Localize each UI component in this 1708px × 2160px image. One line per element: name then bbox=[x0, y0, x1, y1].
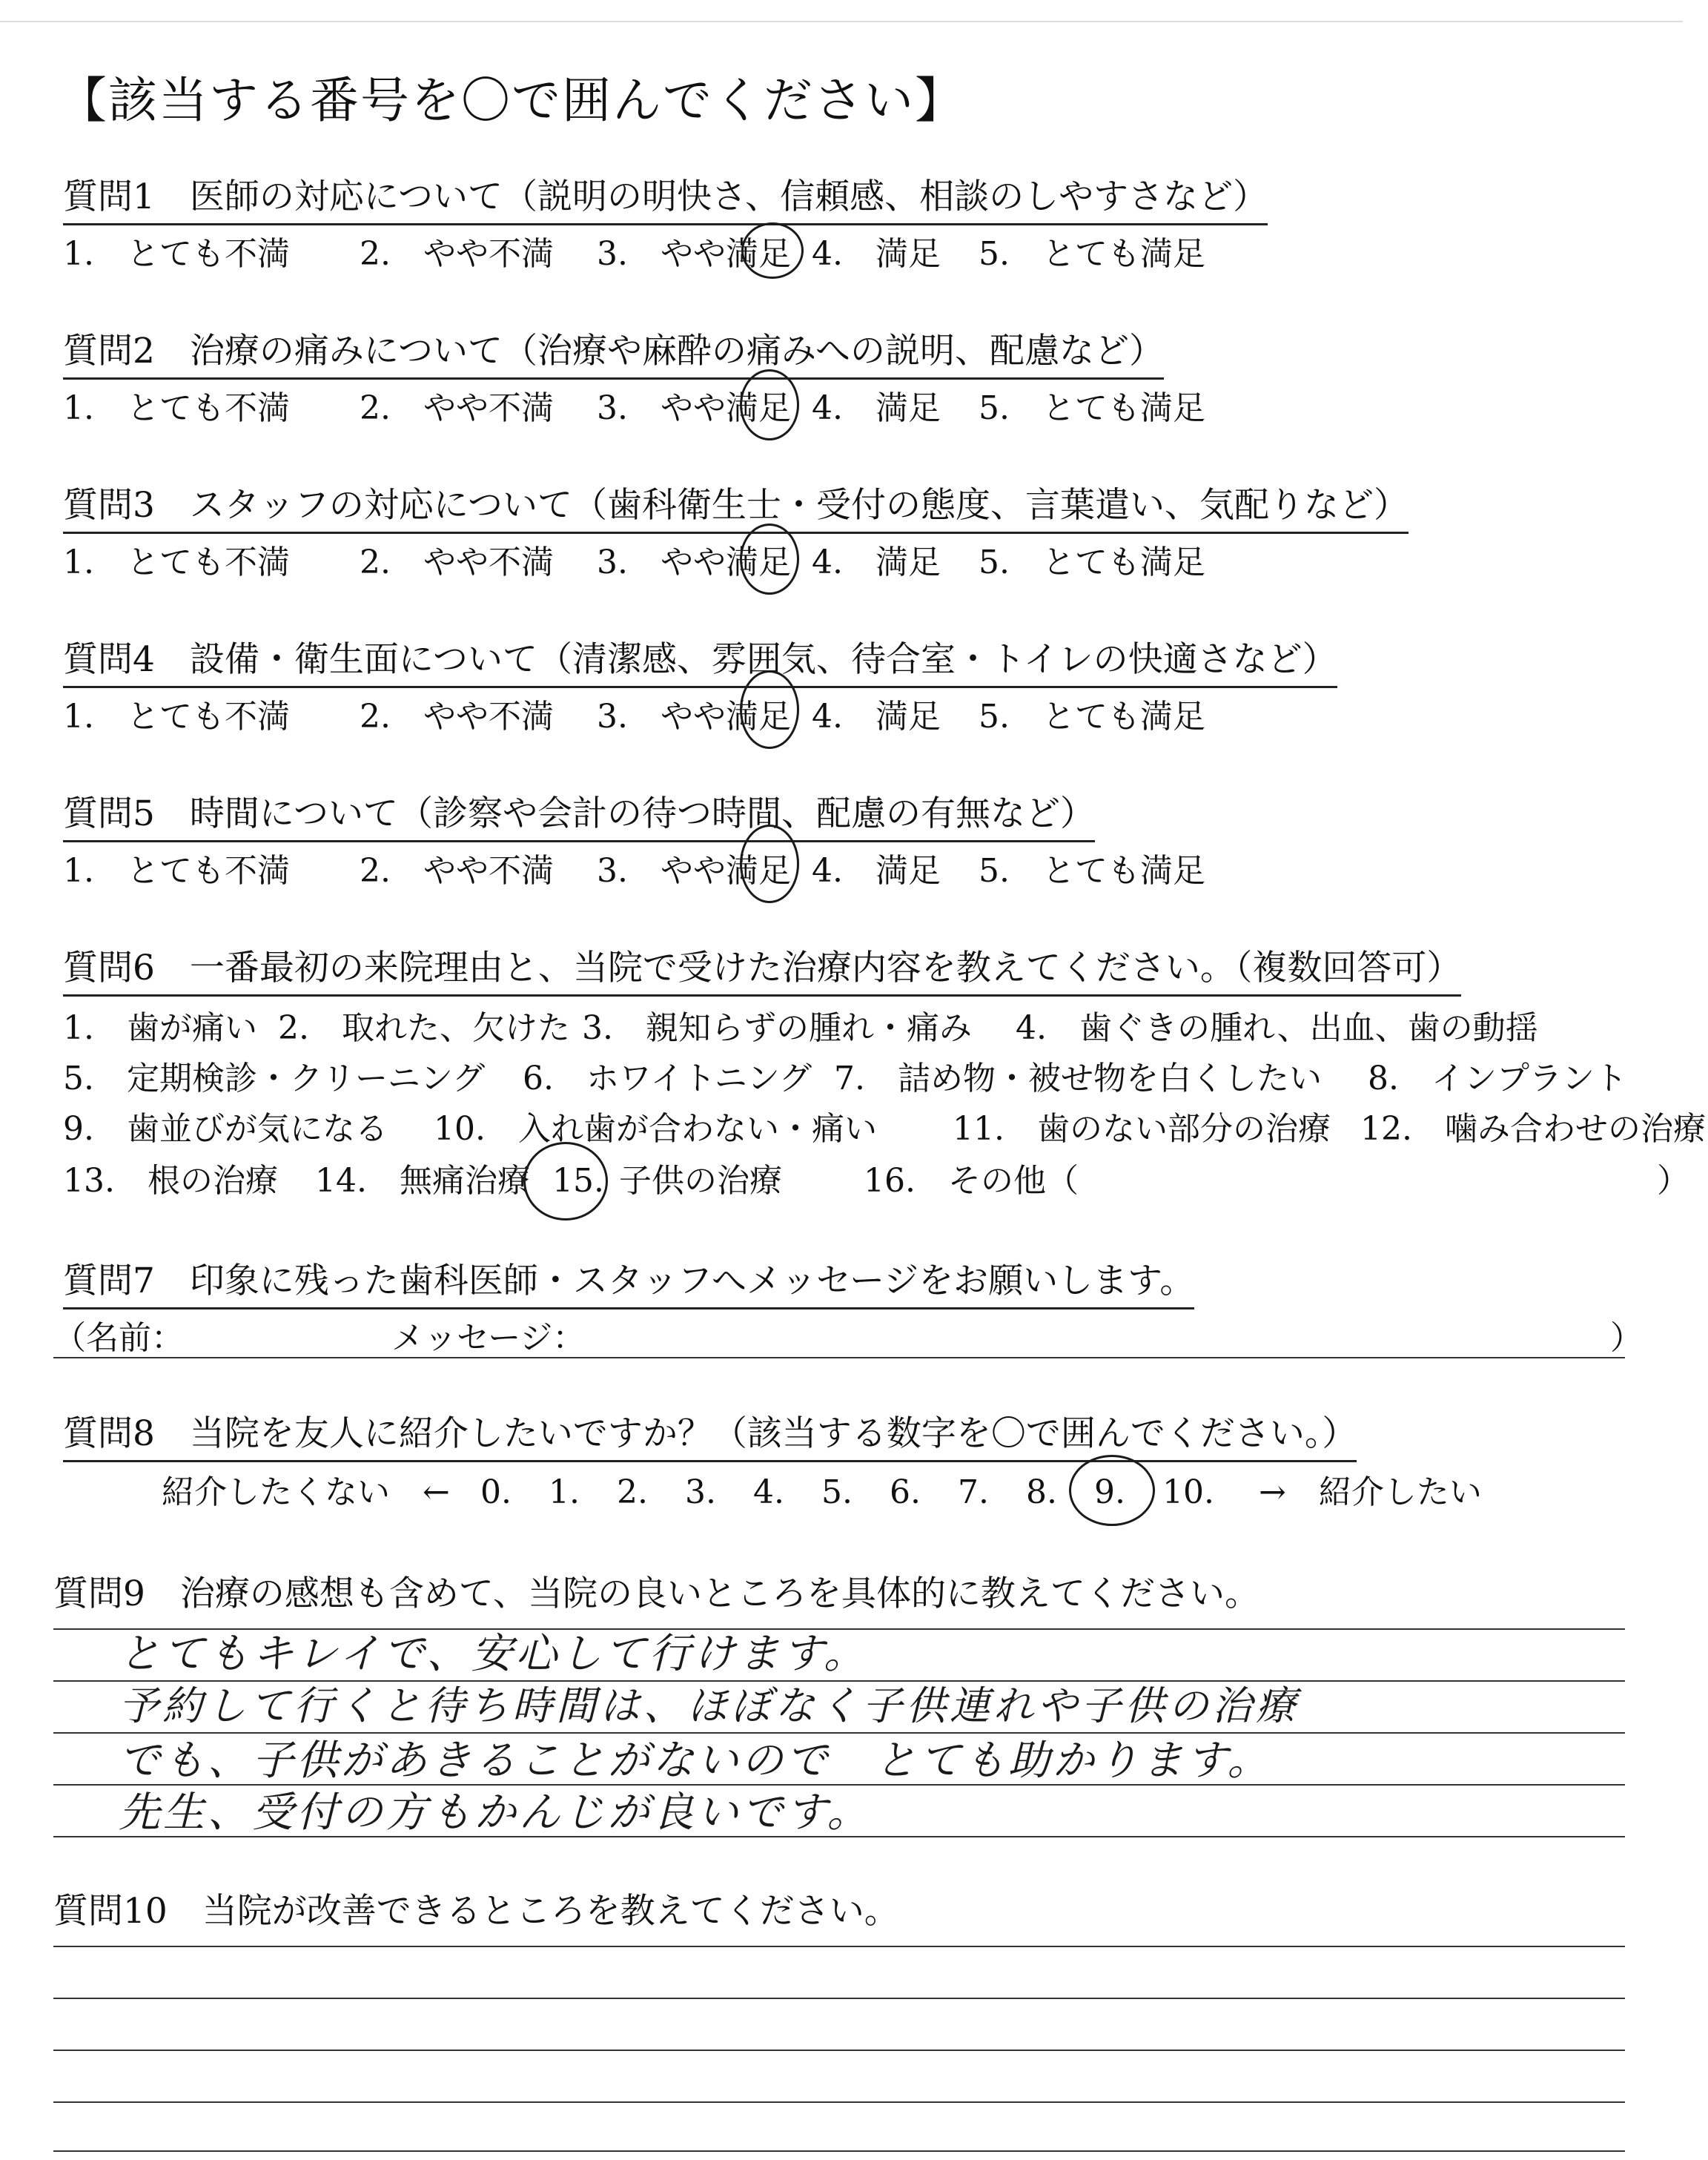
q1-option-2[interactable]: 2. やや不満 bbox=[360, 235, 554, 273]
q4-option-5[interactable]: 5. とても満足 bbox=[979, 698, 1205, 736]
question-4 bbox=[63, 632, 1337, 688]
question-8-text: 当院を友人に紹介したいですか？（該当する数字を〇で囲んでください。） bbox=[189, 1413, 1357, 1454]
q4-option-2[interactable]: 2. やや不満 bbox=[360, 698, 554, 736]
q6-option-3[interactable]: 3. 親知らずの腫れ・痛み bbox=[582, 1009, 972, 1047]
q8-right-label: → 紹介したい bbox=[1259, 1473, 1482, 1511]
q2-option-3[interactable]: 3. やや満足 bbox=[597, 389, 791, 427]
question-3-options bbox=[63, 535, 1205, 583]
question-1 bbox=[63, 169, 1268, 225]
q3-option-5[interactable]: 5. とても満足 bbox=[979, 544, 1205, 581]
q8-selection-circle bbox=[1069, 1455, 1155, 1526]
question-8 bbox=[63, 1406, 1357, 1462]
q3-option-1[interactable]: 1. とても不満 bbox=[63, 544, 290, 581]
q1-selection-circle bbox=[741, 222, 804, 279]
question-4-label: 質問4 bbox=[63, 639, 155, 680]
q2-selection-circle bbox=[740, 369, 799, 440]
q4-option-3[interactable]: 3. やや満足 bbox=[597, 698, 791, 736]
q5-option-3[interactable]: 3. やや満足 bbox=[597, 852, 791, 890]
q6-row-3 bbox=[63, 1102, 1706, 1149]
q1-option-3[interactable]: 3. やや満足 bbox=[597, 235, 791, 273]
q7-answer-line[interactable] bbox=[53, 1357, 1625, 1358]
q2-option-5[interactable]: 5. とても満足 bbox=[979, 389, 1205, 427]
q9-answer-line-1: とてもキレイで、安心して行けます。 bbox=[119, 1630, 869, 1678]
question-1-text: 医師の対応について（説明の明快さ、信頼感、相談のしやすさなど） bbox=[189, 176, 1268, 217]
q1-option-1[interactable]: 1. とても不満 bbox=[63, 235, 290, 273]
question-9-label: 質問9 bbox=[53, 1573, 145, 1614]
page-heading: 【該当する番号を〇で囲んでください】 bbox=[58, 72, 965, 129]
q6-option-9[interactable]: 9. 歯並びが気になる bbox=[63, 1110, 388, 1148]
q6-option-8[interactable]: 8. インプラント bbox=[1368, 1060, 1627, 1097]
q6-option-10[interactable]: 10. 入れ歯が合わない・痛い bbox=[434, 1110, 877, 1148]
q6-option-4[interactable]: 4. 歯ぐきの腫れ、出血、歯の動揺 bbox=[1016, 1009, 1538, 1047]
q6-option-2[interactable]: 2. 取れた、欠けた bbox=[278, 1009, 570, 1047]
q5-option-2[interactable]: 2. やや不満 bbox=[360, 852, 554, 890]
q6-option-12[interactable]: 12. 噛み合わせの治療 bbox=[1360, 1110, 1706, 1148]
q6-option-13[interactable]: 13. 根の治療 bbox=[63, 1162, 278, 1200]
question-5 bbox=[63, 786, 1095, 842]
question-2-label: 質問2 bbox=[63, 331, 155, 371]
q3-option-2[interactable]: 2. やや不満 bbox=[360, 544, 554, 581]
q8-score-3[interactable]: 3. bbox=[685, 1473, 716, 1511]
q10-line-2[interactable] bbox=[53, 1998, 1625, 1999]
q6-option-15-text: 子供の治療 bbox=[619, 1162, 782, 1200]
q5-option-4[interactable]: 4. 満足 bbox=[812, 852, 941, 890]
question-1-options bbox=[63, 227, 1205, 274]
q1-option-5[interactable]: 5. とても満足 bbox=[979, 235, 1205, 273]
q6-row-2 bbox=[63, 1051, 1627, 1099]
question-8-label: 質問8 bbox=[63, 1413, 155, 1454]
q6-row-4 bbox=[63, 1154, 1689, 1201]
q8-scale bbox=[162, 1465, 1482, 1513]
q8-score-0[interactable]: 0. bbox=[480, 1473, 512, 1511]
q4-selection-circle bbox=[740, 670, 799, 749]
q8-score-5[interactable]: 5. bbox=[821, 1473, 853, 1511]
q8-score-9[interactable]: 9. bbox=[1094, 1473, 1125, 1511]
q4-option-1[interactable]: 1. とても不満 bbox=[63, 698, 290, 736]
q5-option-5[interactable]: 5. とても満足 bbox=[979, 852, 1205, 890]
question-9 bbox=[53, 1566, 1260, 1616]
q4-option-4[interactable]: 4. 満足 bbox=[812, 698, 941, 736]
question-4-options bbox=[63, 690, 1205, 737]
q8-score-4[interactable]: 4. bbox=[753, 1473, 784, 1511]
q6-option-16[interactable]: 16. その他（ bbox=[864, 1162, 1079, 1200]
q5-option-1[interactable]: 1. とても不満 bbox=[63, 852, 290, 890]
q3-option-4[interactable]: 4. 満足 bbox=[812, 544, 941, 581]
q6-option-14[interactable]: 14. 無痛治療 bbox=[315, 1162, 530, 1200]
q3-selection-circle bbox=[740, 524, 799, 595]
q8-score-7[interactable]: 7. bbox=[958, 1473, 989, 1511]
q7-close-paren: ） bbox=[1610, 1319, 1643, 1357]
q6-option-6[interactable]: 6. ホワイトニング bbox=[523, 1060, 812, 1097]
q10-line-3[interactable] bbox=[53, 2050, 1625, 2051]
q6-selection-circle bbox=[523, 1142, 608, 1221]
question-3-label: 質問3 bbox=[63, 485, 155, 526]
question-10-label: 質問10 bbox=[53, 1891, 168, 1932]
scan-edge-line bbox=[0, 21, 1683, 22]
q10-line-5[interactable] bbox=[53, 2150, 1625, 2152]
q9-answer-line-4: 先生、受付の方もかんじが良いです。 bbox=[119, 1789, 872, 1837]
question-5-label: 質問5 bbox=[63, 793, 155, 834]
q7-message-label: メッセージ： bbox=[391, 1319, 586, 1357]
q8-score-2[interactable]: 2. bbox=[617, 1473, 648, 1511]
q8-score-6[interactable]: 6. bbox=[890, 1473, 921, 1511]
question-7-text: 印象に残った歯科医師・スタッフへメッセージをお願いします。 bbox=[189, 1261, 1195, 1301]
question-6 bbox=[63, 940, 1461, 997]
q8-score-8[interactable]: 8. bbox=[1026, 1473, 1057, 1511]
q6-option-5[interactable]: 5. 定期検診・クリーニング bbox=[63, 1060, 486, 1097]
q9-answer-line-2: 予約して行くと待ち時間は、ほぼなく子供連れや子供の治療 bbox=[119, 1682, 1300, 1729]
q10-line-1[interactable] bbox=[53, 1946, 1625, 1947]
question-7 bbox=[63, 1253, 1194, 1309]
q3-option-3[interactable]: 3. やや満足 bbox=[597, 544, 791, 581]
q6-option-11[interactable]: 11. 歯のない部分の治療 bbox=[953, 1110, 1331, 1148]
question-2 bbox=[63, 323, 1164, 380]
q2-option-1[interactable]: 1. とても不満 bbox=[63, 389, 290, 427]
q6-row-1 bbox=[63, 1001, 1538, 1048]
question-5-text: 時間について（診察や会計の待つ時間、配慮の有無など） bbox=[189, 793, 1095, 834]
q6-option-1[interactable]: 1. 歯が痛い bbox=[63, 1009, 257, 1047]
q6-option-16-close: ） bbox=[1657, 1162, 1689, 1200]
q7-name-label: （名前： bbox=[53, 1319, 184, 1357]
question-2-options bbox=[63, 381, 1205, 429]
q8-left-label: 紹介したくない ← bbox=[162, 1473, 450, 1511]
q1-option-4[interactable]: 4. 満足 bbox=[812, 235, 941, 273]
question-5-options bbox=[63, 844, 1205, 891]
question-4-text: 設備・衛生面について（清潔感、雰囲気、待合室・トイレの快適さなど） bbox=[189, 639, 1337, 680]
question-9-text: 治療の感想も含めて、当院の良いところを具体的に教えてください。 bbox=[179, 1573, 1260, 1614]
question-6-text: 一番最初の来院理由と、当院で受けた治療内容を教えてください。（複数回答可） bbox=[189, 948, 1462, 988]
question-2-text: 治療の痛みについて（治療や麻酔の痛みへの説明、配慮など） bbox=[189, 331, 1165, 371]
q6-option-7[interactable]: 7. 詰め物・被せ物を白くしたい bbox=[834, 1060, 1322, 1097]
q2-option-4[interactable]: 4. 満足 bbox=[812, 389, 941, 427]
q6-option-15[interactable]: 15. bbox=[552, 1162, 604, 1200]
question-10-text: 当院が改善できるところを教えてください。 bbox=[202, 1891, 899, 1932]
q8-score-10[interactable]: 10. bbox=[1162, 1473, 1214, 1511]
q8-score-1[interactable]: 1. bbox=[549, 1473, 580, 1511]
q2-option-2[interactable]: 2. やや不満 bbox=[360, 389, 554, 427]
q10-line-4[interactable] bbox=[53, 2101, 1625, 2103]
question-6-label: 質問6 bbox=[63, 948, 155, 988]
question-7-label: 質問7 bbox=[63, 1261, 155, 1301]
q9-answer-line-3: でも、子供があきることがないので とても助かります。 bbox=[119, 1737, 1272, 1785]
question-3 bbox=[63, 478, 1409, 534]
question-10 bbox=[53, 1883, 899, 1933]
question-3-text: スタッフの対応について（歯科衛生士・受付の態度、言葉遣い、気配りなど） bbox=[189, 485, 1409, 526]
question-1-label: 質問1 bbox=[63, 176, 155, 217]
q5-selection-circle bbox=[740, 825, 799, 903]
